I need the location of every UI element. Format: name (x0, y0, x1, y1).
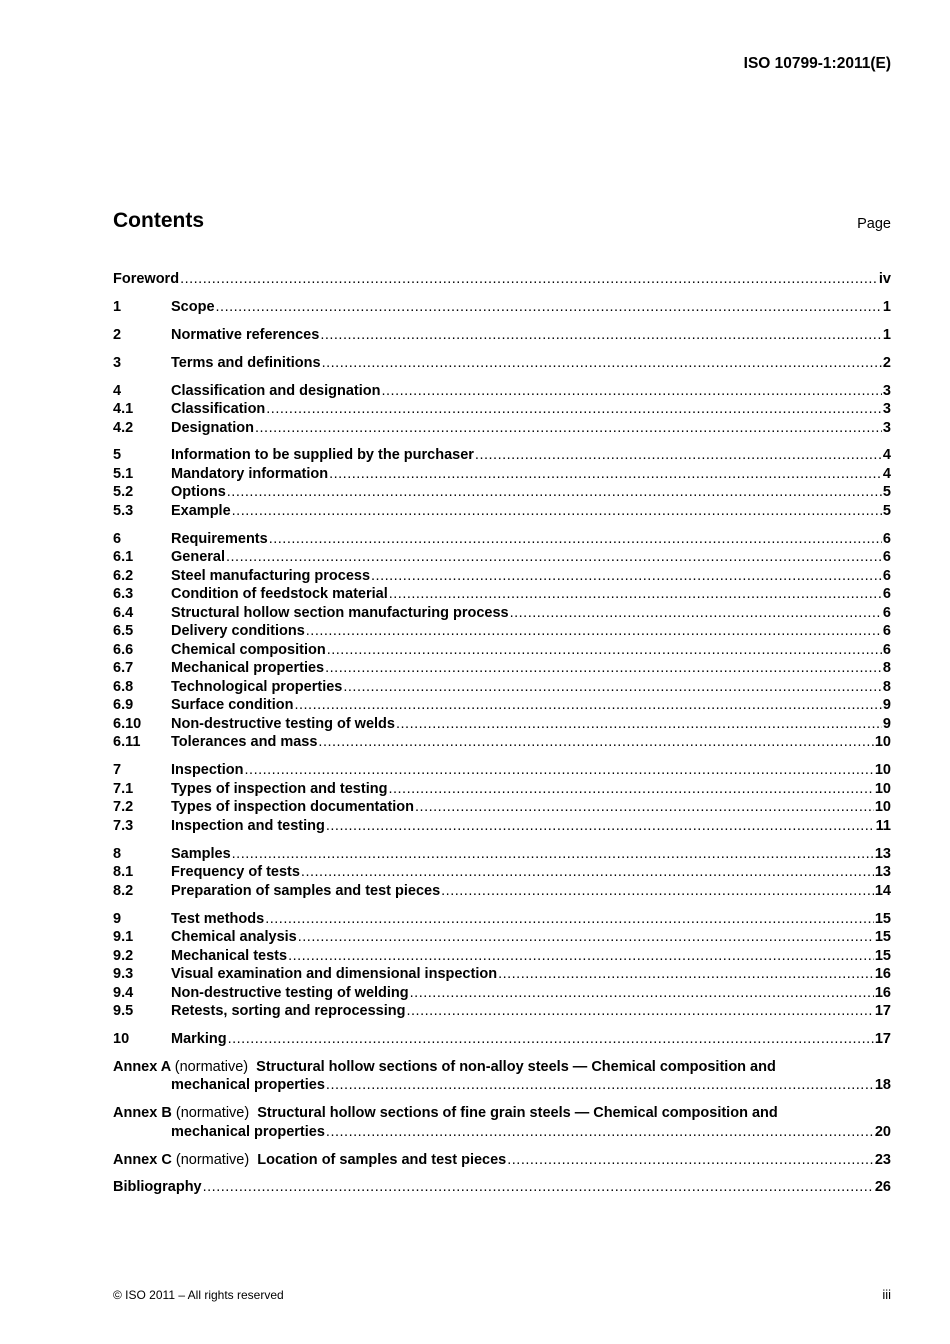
annex-page: 18 (874, 1077, 891, 1094)
toc-entry-title: Options (171, 484, 226, 501)
toc-entry[interactable] (113, 780, 891, 799)
toc-entry[interactable] (113, 910, 891, 929)
toc-entry-number: 3 (113, 354, 122, 371)
toc-entry-page: 16 (874, 984, 891, 1001)
dot-leader (232, 845, 874, 864)
toc-entry-page: 10 (874, 734, 891, 751)
toc-entry-number: 8.2 (113, 882, 134, 899)
toc-entry[interactable] (113, 446, 891, 465)
toc-entry[interactable] (113, 567, 891, 586)
toc-entry-number: 7.1 (113, 780, 134, 797)
toc-entry-title: Chemical composition (171, 641, 326, 658)
annex-type: (normative) (175, 1151, 250, 1168)
copyright-notice: © ISO 2011 – All rights reserved (113, 1288, 284, 1302)
dot-leader (228, 1030, 874, 1049)
toc-entry-number: 9.4 (113, 984, 134, 1001)
toc-entry-page: 8 (882, 660, 891, 677)
dot-leader (329, 465, 882, 484)
toc-entry-page: 6 (882, 530, 891, 547)
dot-leader (406, 1002, 873, 1021)
toc-entry-title: Non-destructive testing of welds (171, 715, 395, 732)
toc-entry-number: 9.5 (113, 1003, 134, 1020)
toc-entry-title: Surface condition (171, 697, 294, 714)
toc-entry-number: 5 (113, 447, 122, 464)
annex-entry[interactable] (113, 1104, 891, 1141)
toc-entry-page: 10 (874, 799, 891, 816)
toc-entry-number: 6 (113, 530, 122, 547)
toc-entry-number: 6.4 (113, 604, 134, 621)
dot-leader (475, 446, 882, 465)
dot-leader (232, 502, 882, 521)
toc-entry-title: Requirements (171, 530, 268, 547)
dot-leader (301, 863, 874, 882)
annex-type: (normative) (174, 1058, 249, 1075)
toc-entry-page: 8 (882, 678, 891, 695)
toc-entry-title: Inspection (171, 762, 244, 779)
toc-entry[interactable] (113, 326, 891, 345)
toc-entry-page: 10 (874, 780, 891, 797)
dot-leader (441, 882, 874, 901)
toc-entry[interactable] (113, 1030, 891, 1049)
toc-entry-page: 6 (882, 549, 891, 566)
toc-entry-title: Preparation of samples and test pieces (171, 882, 441, 899)
toc-entry[interactable] (113, 984, 891, 1003)
toc-entry-title: Types of inspection documentation (171, 799, 415, 816)
toc-entry-page: 1 (882, 326, 891, 343)
toc-entry-number: 7.3 (113, 817, 134, 834)
toc-entry[interactable] (113, 845, 891, 864)
toc-entry[interactable] (113, 965, 891, 984)
annex-title-line: mechanical properties (171, 1123, 325, 1140)
toc-entry-title: Mechanical properties (171, 660, 325, 677)
annex-title-row (113, 1076, 891, 1095)
toc-entry[interactable] (113, 604, 891, 623)
annex-page: 23 (874, 1151, 891, 1168)
annex-title-line: mechanical properties (171, 1077, 325, 1094)
annex-title-row (113, 1151, 891, 1170)
toc-entry[interactable] (113, 382, 891, 401)
dot-leader (320, 326, 882, 345)
toc-entry[interactable] (113, 419, 891, 438)
contents-title: Contents (113, 209, 204, 232)
toc-entry[interactable] (113, 947, 891, 966)
toc-entry[interactable] (113, 502, 891, 521)
dot-leader (396, 715, 882, 734)
toc-entry[interactable] (113, 863, 891, 882)
toc-entry-page: 17 (874, 1003, 891, 1020)
toc-entry-page: 2 (882, 354, 891, 371)
dot-leader (294, 696, 881, 715)
dot-leader (180, 270, 878, 289)
toc-entry-page: 3 (882, 419, 891, 436)
toc-entry[interactable] (113, 354, 891, 373)
toc-entry-page: 6 (882, 641, 891, 658)
dot-leader (371, 567, 882, 586)
toc-entry-number: 6.7 (113, 660, 134, 677)
toc-entry-number: 9.3 (113, 966, 134, 983)
dot-leader (389, 585, 882, 604)
toc-entry-page: 10 (874, 762, 891, 779)
dot-leader (266, 400, 882, 419)
toc-entry-number: 6.8 (113, 678, 134, 695)
dot-leader (325, 659, 882, 678)
toc-entry-page: 3 (882, 401, 891, 418)
annex-title-line: Structural hollow sections of non-alloy steels — Chemical composition and (256, 1058, 776, 1075)
toc-entry-number: 6.11 (113, 734, 141, 751)
dot-leader (343, 678, 882, 697)
dot-leader (322, 354, 882, 373)
table-of-contents (113, 270, 891, 1197)
toc-entry-title: Samples (171, 845, 231, 862)
toc-entry-number: 4.2 (113, 419, 134, 436)
standard-id: ISO 10799-1:2011(E) (743, 55, 891, 72)
dot-leader (306, 622, 882, 641)
toc-entry-number: 8 (113, 845, 122, 862)
toc-entry-page: 6 (882, 623, 891, 640)
toc-entry-number: 5.3 (113, 502, 134, 519)
toc-entry[interactable] (113, 928, 891, 947)
toc-entry[interactable] (113, 400, 891, 419)
dot-leader (269, 530, 882, 549)
dot-leader (245, 761, 874, 780)
dot-leader (216, 298, 882, 317)
toc-entry-number: 10 (113, 1030, 130, 1047)
dot-leader (203, 1178, 874, 1197)
toc-entry-title: Non-destructive testing of welding (171, 984, 409, 1001)
toc-entry[interactable] (113, 483, 891, 502)
toc-entry-number: 7 (113, 762, 122, 779)
toc-entry[interactable] (113, 733, 891, 752)
toc-entry-number: 6.3 (113, 586, 134, 603)
toc-entry-page: 15 (874, 910, 891, 927)
bibliography-title: Bibliography (113, 1179, 202, 1196)
toc-entry-page: 17 (874, 1030, 891, 1047)
dot-leader (318, 733, 873, 752)
toc-entry-number: 9 (113, 910, 122, 927)
toc-entry-page: iv (878, 271, 891, 287)
toc-entry-number: 8.1 (113, 864, 134, 881)
toc-entry[interactable] (113, 530, 891, 549)
toc-entry-number: 6.1 (113, 549, 134, 566)
dot-leader (326, 1123, 874, 1142)
toc-entry[interactable] (113, 641, 891, 660)
annex-type: (normative) (175, 1105, 250, 1122)
toc-entry[interactable] (113, 696, 891, 715)
toc-entry-title: Types of inspection and testing (171, 780, 388, 797)
dot-leader (288, 947, 874, 966)
toc-entry-page: 9 (882, 715, 891, 732)
toc-entry-title: Retests, sorting and reprocessing (171, 1003, 406, 1020)
toc-entry-page: 9 (882, 697, 891, 714)
toc-entry-title: Information to be supplied by the purchaser (171, 447, 474, 464)
dot-leader (326, 817, 875, 836)
toc-entry-page: 1 (882, 298, 891, 315)
toc-entry-title: Mandatory information (171, 465, 329, 482)
toc-entry-title: Normative references (171, 326, 320, 343)
annex-title-line: Location of samples and test pieces (257, 1151, 507, 1168)
toc-entry-number: 6.10 (113, 715, 142, 732)
toc-entry-number: 6.9 (113, 697, 134, 714)
toc-entry-title: Mechanical tests (171, 947, 288, 964)
toc-entry-title: Tolerances and mass (171, 734, 318, 751)
toc-entry-number: 4 (113, 382, 122, 399)
toc-entry[interactable] (113, 465, 891, 484)
toc-entry-page: 6 (882, 604, 891, 621)
toc-entry[interactable] (113, 548, 891, 567)
toc-entry-title: Frequency of tests (171, 864, 300, 881)
toc-entry-number: 9.1 (113, 929, 134, 946)
toc-entry-number: 6.2 (113, 567, 134, 584)
toc-entry-title: Delivery conditions (171, 623, 305, 640)
toc-entry-number: 5.1 (113, 465, 134, 482)
toc-entry-number: 4.1 (113, 401, 134, 418)
toc-entry-title: Steel manufacturing process (171, 567, 371, 584)
toc-entry[interactable] (113, 798, 891, 817)
toc-entry-page: 16 (874, 966, 891, 983)
page-column-label: Page (857, 216, 891, 232)
toc-entry-page: 13 (874, 845, 891, 862)
toc-entry-title: Marking (171, 1030, 227, 1047)
toc-entry[interactable] (113, 1002, 891, 1021)
dot-leader (510, 604, 882, 623)
toc-entry-title: Foreword (113, 271, 180, 287)
dot-leader (226, 548, 882, 567)
toc-entry-number: 6.5 (113, 623, 134, 640)
toc-entry-title: Designation (171, 419, 254, 436)
toc-entry-page: 5 (882, 502, 891, 519)
toc-entry[interactable] (113, 298, 891, 317)
toc-entry-page: 5 (882, 484, 891, 501)
bibliography-page: 26 (874, 1179, 891, 1196)
toc-entry[interactable] (113, 761, 891, 780)
toc-entry[interactable] (113, 270, 891, 289)
toc-entry-number: 1 (113, 298, 122, 315)
dot-leader (381, 382, 881, 401)
annex-heading (113, 1104, 891, 1123)
dot-leader (498, 965, 874, 984)
toc-entry-title: Technological properties (171, 678, 343, 695)
toc-entry-number: 2 (113, 326, 122, 343)
toc-entry-page: 15 (874, 947, 891, 964)
toc-entry-title: Scope (171, 298, 215, 315)
toc-entry-page: 11 (875, 817, 891, 834)
annex-label: Annex B (113, 1105, 172, 1122)
toc-entry-page: 4 (882, 465, 891, 482)
annex-entry[interactable] (113, 1151, 891, 1170)
dot-leader (507, 1151, 874, 1170)
dot-leader (326, 1076, 874, 1095)
toc-entry-title: Test methods (171, 910, 265, 927)
toc-entry-page: 3 (882, 382, 891, 399)
toc-entry-page: 6 (882, 586, 891, 603)
dot-leader (265, 910, 874, 929)
dot-leader (415, 798, 874, 817)
toc-entry[interactable] (113, 678, 891, 697)
toc-entry[interactable] (113, 882, 891, 901)
toc-entry-number: 7.2 (113, 799, 134, 816)
toc-entry-number: 9.2 (113, 947, 134, 964)
toc-entry[interactable] (113, 817, 891, 836)
annex-page: 20 (874, 1123, 891, 1140)
dot-leader (327, 641, 882, 660)
annex-label: Annex C (113, 1151, 172, 1168)
dot-leader (298, 928, 874, 947)
toc-entry-title: Condition of feedstock material (171, 586, 388, 603)
toc-entry-title: Example (171, 502, 231, 519)
toc-entry[interactable] (113, 715, 891, 734)
toc-entry-title: Chemical analysis (171, 929, 297, 946)
annex-title-line: Structural hollow sections of fine grain steels — Chemical composition and (257, 1105, 778, 1122)
dot-leader (227, 483, 882, 502)
toc-entry-number: 5.2 (113, 484, 134, 501)
toc-entry-page: 14 (874, 882, 891, 899)
toc-entry-page: 4 (882, 447, 891, 464)
toc-entry-page: 15 (874, 929, 891, 946)
toc-entry-page: 13 (874, 864, 891, 881)
annex-title-row (113, 1123, 891, 1142)
annex-label: Annex A (113, 1058, 171, 1075)
annex-heading (113, 1058, 891, 1077)
page-number: iii (882, 1287, 891, 1302)
toc-entry-title: Structural hollow section manufacturing process (171, 604, 509, 621)
toc-entry-number: 6.6 (113, 641, 134, 658)
toc-entry-page: 6 (882, 567, 891, 584)
dot-leader (388, 780, 873, 799)
dot-leader (255, 419, 882, 438)
toc-entry-title: Classification and designation (171, 382, 381, 399)
toc-entry[interactable] (113, 622, 891, 641)
toc-entry-title: General (171, 549, 225, 566)
toc-entry-title: Classification (171, 401, 266, 418)
toc-entry[interactable] (113, 659, 891, 678)
toc-entry-title: Inspection and testing (171, 817, 325, 834)
annex-entry[interactable] (113, 1058, 891, 1095)
toc-entry-title: Visual examination and dimensional inspection (171, 966, 498, 983)
dot-leader (410, 984, 874, 1003)
toc-entry[interactable] (113, 585, 891, 604)
bibliography-entry[interactable] (113, 1178, 891, 1197)
toc-entry-title: Terms and definitions (171, 354, 321, 371)
